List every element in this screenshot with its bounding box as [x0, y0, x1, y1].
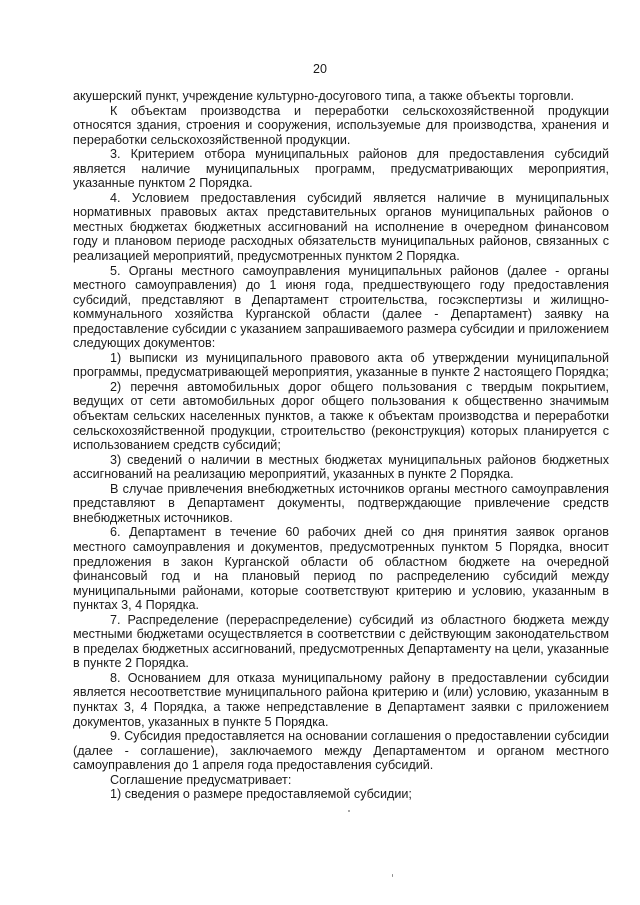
scan-speck	[348, 810, 350, 812]
paragraph-agreement-subitem-1: 1) сведения о размере предоставляемой субсидии;	[110, 787, 412, 802]
paragraph-item-9-agreement: 9. Субсидия предоставляется на основании соглашения о предоставлении субсидии (далее - соглашение), заключаемого между Департаментом и органом местного самоуправления до 1 апреля года предоставления субсидий.	[73, 729, 609, 773]
page-number: 20	[313, 62, 327, 76]
paragraph-agreement-provides: Соглашение предусматривает:	[110, 772, 292, 787]
paragraph-item-3-criterion: 3. Критерием отбора муниципальных районов для предоставления субсидий является наличие муниципальных программ, предусматривающих мероприятия, указанные пунктом 2 Порядка.	[73, 147, 609, 191]
paragraph-item-6-department: 6. Департамент в течение 60 рабочих дней со дня принятия заявок органов местного самоуправления и документов, предусмотренных пунктом 5 Порядка, вносит предложения в закон Курганской области об областном бюджете на очередной финансовый год и на плановый период по распределению субсидий между муниципальными районами, которые соответствуют критерию и условию, указанным в пунктах 3, 4 Порядка.	[73, 525, 609, 613]
scan-speck	[392, 874, 393, 877]
paragraph-subitem-2-roads-list: 2) перечня автомобильных дорог общего пользования с твердым покрытием, ведущих от сети автомобильных дорог общего пользования к общественно значимым объектам сельских населенных пунктов, а также к объектам производства и переработки сельскохозяйственной продукции, строительство (реконструкция) которых планируется с использованием средств субсидий;	[73, 379, 609, 453]
paragraph-production-objects: К объектам производства и переработки сельскохозяйственной продукции относятся здания, строения и сооружения, используемые для производства, хранения и переработки сельскохозяйственной продукции.	[73, 103, 609, 147]
document-body	[73, 89, 609, 802]
paragraph-item-4-condition: 4. Условием предоставления субсидий является наличие в муниципальных нормативных правовых актах представительных органов муниципальных районов о местных бюджетах бюджетных ассигнований на исполнение в очередном финансовом году и плановом периоде расходных обязательств муниципальных районов, связанных с реализацией мероприятий, предусмотренных пунктом 2 Порядка.	[73, 190, 609, 264]
paragraph-item-8-refusal: 8. Основанием для отказа муниципальному району в предоставлении субсидии является несоответствие муниципального района критерию и (или) условию, указанным в пунктах 3, 4 Порядка, а также непредставление в Департамент заявки с приложением документов, указанных в пункте 5 Порядка.	[73, 670, 609, 729]
paragraph-continuation: акушерский пункт, учреждение культурно-досугового типа, а также объекты торговли.	[73, 89, 575, 103]
paragraph-item-7-distribution: 7. Распределение (перераспределение) субсидий из областного бюджета между местными бюджетами осуществляется в соответствии с действующим законодательством в пределах бюджетных ассигнований, предусмотренных Департаменту на цели, указанные в пункте 2 Порядка.	[73, 612, 609, 671]
paragraph-subitem-3-budget-info: 3) сведений о наличии в местных бюджетах муниципальных районов бюджетных ассигнований на реализацию мероприятий, указанных в пункте 2 Порядка.	[73, 452, 609, 482]
paragraph-item-5-application: 5. Органы местного самоуправления муниципальных районов (далее - органы местного самоуправления) до 1 июня года, предшествующего году предоставления субсидий, представляют в Департамент строительства, госэкспертизы и жилищно-коммунального хозяйства Курганской области (далее - Департамент) заявку на предоставление субсидии с указанием запрашиваемого размера субсидии и приложением следующих документов:	[73, 263, 609, 351]
paragraph-subitem-1-extract: 1) выписки из муниципального правового акта об утверждении муниципальной программы, предусматривающей мероприятия, указанные в пункте 2 настоящего Порядка;	[73, 350, 609, 380]
paragraph-extrabudgetary-sources: В случае привлечения внебюджетных источников органы местного самоуправления представляют в Департамент документы, подтверждающие привлечение средств внебюджетных источников.	[73, 481, 609, 525]
